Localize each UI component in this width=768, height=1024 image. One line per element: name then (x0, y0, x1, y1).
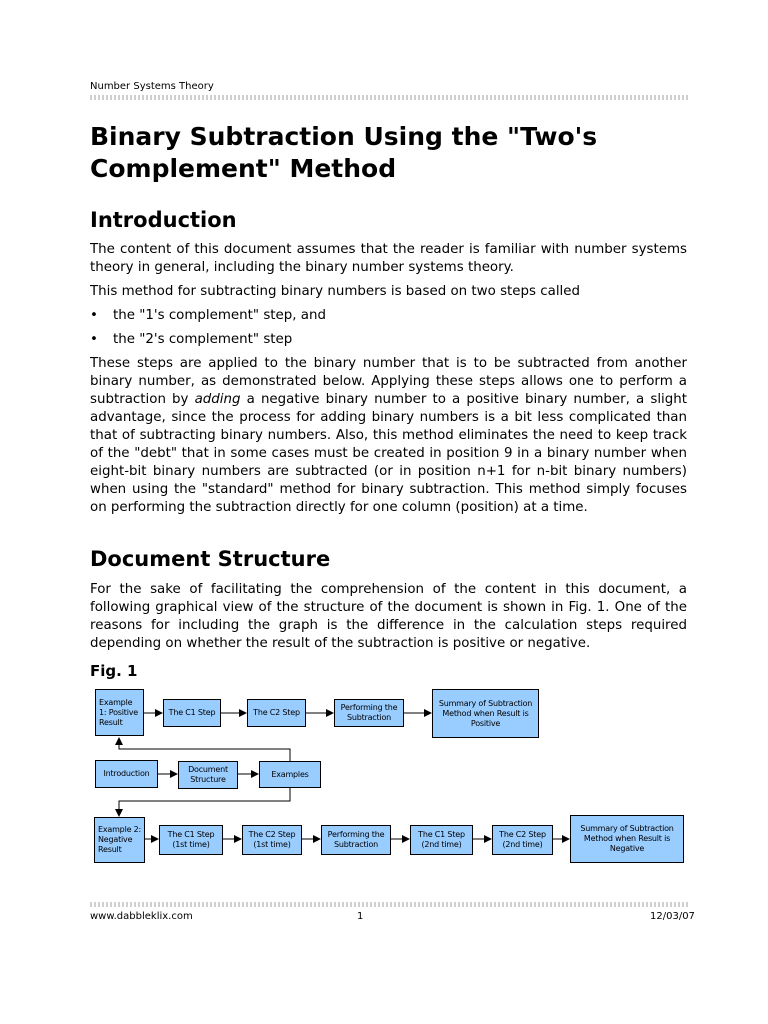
footer-date: 12/03/07 (650, 911, 695, 922)
introduction-heading: Introduction (90, 208, 237, 232)
box-c1-step-first: The C1 Step (1st time) (159, 825, 223, 855)
running-header: Number Systems Theory (90, 81, 214, 92)
document-title: Binary Subtraction Using the "Two's Complement" Method (90, 122, 598, 183)
para3-emphasis: adding (194, 392, 241, 407)
box-performing-subtraction: Performing the Subtraction (334, 699, 404, 727)
bullet-text: the "2's complement" step (113, 332, 293, 347)
footer-website: www.dabbleklix.com (90, 911, 193, 922)
bullet-dot-icon: • (90, 308, 98, 323)
box-c1-step-second: The C1 Step (2nd time) (410, 825, 473, 855)
box-summary-negative: Summary of Subtraction Method when Result is Negative (570, 815, 684, 863)
figure-label: Fig. 1 (90, 662, 138, 680)
box-c2-step-second: The C2 Step (2nd time) (492, 825, 553, 855)
document-structure-heading: Document Structure (90, 547, 331, 571)
arrow-examples-to-ex1 (119, 738, 290, 762)
box-c2-step: The C2 Step (247, 699, 306, 727)
box-example-2: Example 2: Negative Result (94, 817, 145, 863)
structure-paragraph: For the sake of facilitating the comprehension of the content in this document, a following graphical view of the structure of the document is shown in Fig. 1. One of the reasons for including the graph is the difference in the calculation steps required depending on whether the result of the subtraction is positive or negative. (90, 582, 687, 651)
para3-text-end: a negative binary number to a positive binary number, a slight advantage, since the process for adding binary numbers is a bit less complicated than that of subtracting binary numbers. Also, this method eliminates the need to keep track of the "debt" that in some cases must be created in position 9 in a binary number when eight-bit binary numbers are subtracted (or in position n+1 for n-bit binary numbers) when using the "standard" method for binary subtraction. This method simply focuses on performing the subtraction directly for one column (position) at a time. (90, 392, 688, 515)
box-introduction: Introduction (95, 760, 158, 788)
intro-paragraph-2: This method for subtracting binary numbers is based on two steps called (90, 284, 581, 299)
box-examples: Examples (259, 761, 321, 788)
intro-paragraph-1: The content of this document assumes that the reader is familiar with number systems theory in general, including the binary number systems theory. (90, 242, 687, 275)
box-document-structure: Document Structure (178, 761, 238, 789)
box-c1-step: The C1 Step (163, 699, 221, 727)
footer-rule (90, 902, 689, 907)
box-summary-positive: Summary of Subtraction Method when Result is Positive (432, 689, 539, 738)
footer-page-number: 1 (357, 911, 364, 922)
box-performing-subtraction-2: Performing the Subtraction (321, 825, 391, 855)
arrow-examples-to-ex2 (119, 787, 290, 816)
box-example-1: Example 1: Positive Result (95, 689, 144, 736)
box-c2-step-first: The C2 Step (1st time) (242, 825, 302, 855)
para3-text-start: These steps are applied to the binary number that is to be subtracted from another binary number, as demonstrated below. Applying these steps allows one to perform a subtraction by (90, 356, 687, 407)
bullet-dot-icon: • (90, 332, 98, 347)
bullet-text: the "1's complement" step, and (113, 308, 326, 323)
